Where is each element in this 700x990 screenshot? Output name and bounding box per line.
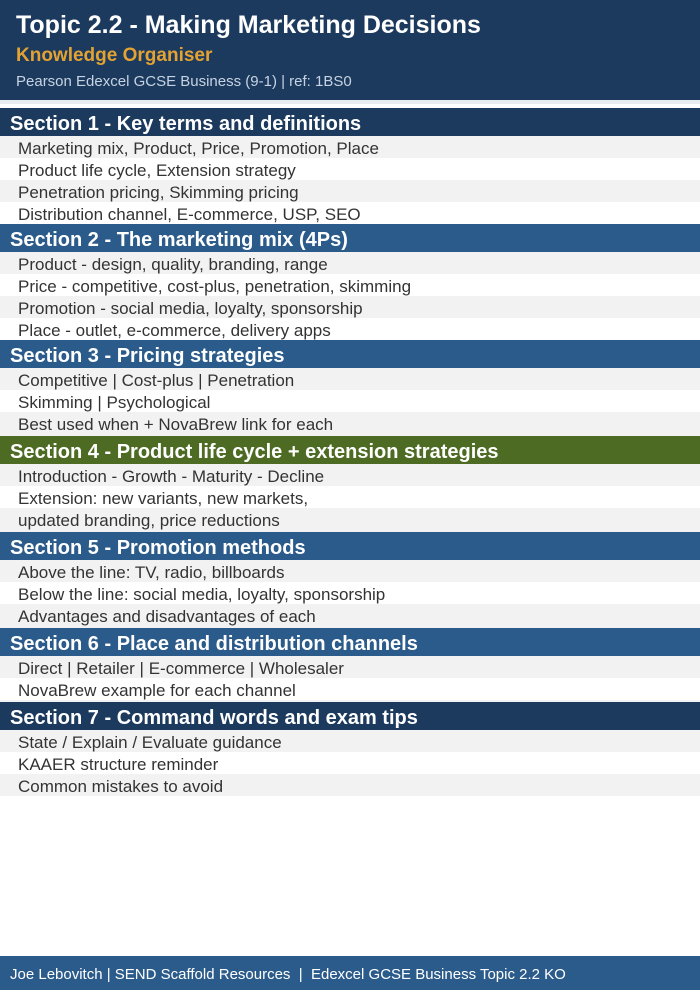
section-row: Common mistakes to avoid bbox=[0, 774, 700, 796]
section-row: Penetration pricing, Skimming pricing bbox=[0, 180, 700, 202]
section-row: Introduction - Growth - Maturity - Decline bbox=[0, 464, 700, 486]
section-row: KAAER structure reminder bbox=[0, 752, 700, 774]
section-row: Product life cycle, Extension strategy bbox=[0, 158, 700, 180]
section-title: Section 5 - Promotion methods bbox=[0, 532, 700, 560]
section-row: Skimming | Psychological bbox=[0, 390, 700, 412]
section-row: Promotion - social media, loyalty, sponsorship bbox=[0, 296, 700, 318]
section-title: Section 6 - Place and distribution channels bbox=[0, 628, 700, 656]
section-row: State / Explain / Evaluate guidance bbox=[0, 730, 700, 752]
section-row: Extension: new variants, new markets, bbox=[0, 486, 700, 508]
section-title: Section 7 - Command words and exam tips bbox=[0, 702, 700, 730]
header-divider bbox=[0, 100, 700, 104]
section-row: Distribution channel, E-commerce, USP, SEO bbox=[0, 202, 700, 224]
section-row: Product - design, quality, branding, range bbox=[0, 252, 700, 274]
section-3 bbox=[0, 340, 700, 436]
section-5 bbox=[0, 532, 700, 628]
course-reference: Pearson Edexcel GCSE Business (9-1) | ref: 1BS0 bbox=[16, 73, 352, 90]
section-row: Best used when + NovaBrew link for each bbox=[0, 412, 700, 434]
section-1 bbox=[0, 108, 700, 224]
section-row: Below the line: social media, loyalty, sponsorship bbox=[0, 582, 700, 604]
section-row: updated branding, price reductions bbox=[0, 508, 700, 530]
section-title: Section 3 - Pricing strategies bbox=[0, 340, 700, 368]
section-row: Direct | Retailer | E-commerce | Wholesaler bbox=[0, 656, 700, 678]
page-title: Topic 2.2 - Making Marketing Decisions bbox=[16, 11, 481, 39]
section-row: Place - outlet, e-commerce, delivery apps bbox=[0, 318, 700, 340]
section-row: NovaBrew example for each channel bbox=[0, 678, 700, 700]
section-title: Section 2 - The marketing mix (4Ps) bbox=[0, 224, 700, 252]
section-2 bbox=[0, 224, 700, 340]
footer-bar bbox=[0, 956, 700, 990]
section-row: Advantages and disadvantages of each bbox=[0, 604, 700, 626]
header-banner bbox=[0, 0, 700, 100]
footer-credits: Joe Lebovitch | SEND Scaffold Resources | Edexcel GCSE Business Topic 2.2 KO bbox=[10, 966, 566, 983]
section-7 bbox=[0, 702, 700, 796]
section-row: Above the line: TV, radio, billboards bbox=[0, 560, 700, 582]
section-title: Section 4 - Product life cycle + extension strategies bbox=[0, 436, 700, 464]
section-row: Price - competitive, cost-plus, penetration, skimming bbox=[0, 274, 700, 296]
page-subtitle: Knowledge Organiser bbox=[16, 45, 213, 66]
section-title: Section 1 - Key terms and definitions bbox=[0, 108, 700, 136]
section-6 bbox=[0, 628, 700, 702]
section-row: Marketing mix, Product, Price, Promotion, Place bbox=[0, 136, 700, 158]
section-4 bbox=[0, 436, 700, 532]
section-row: Competitive | Cost-plus | Penetration bbox=[0, 368, 700, 390]
sections-container bbox=[0, 108, 700, 796]
